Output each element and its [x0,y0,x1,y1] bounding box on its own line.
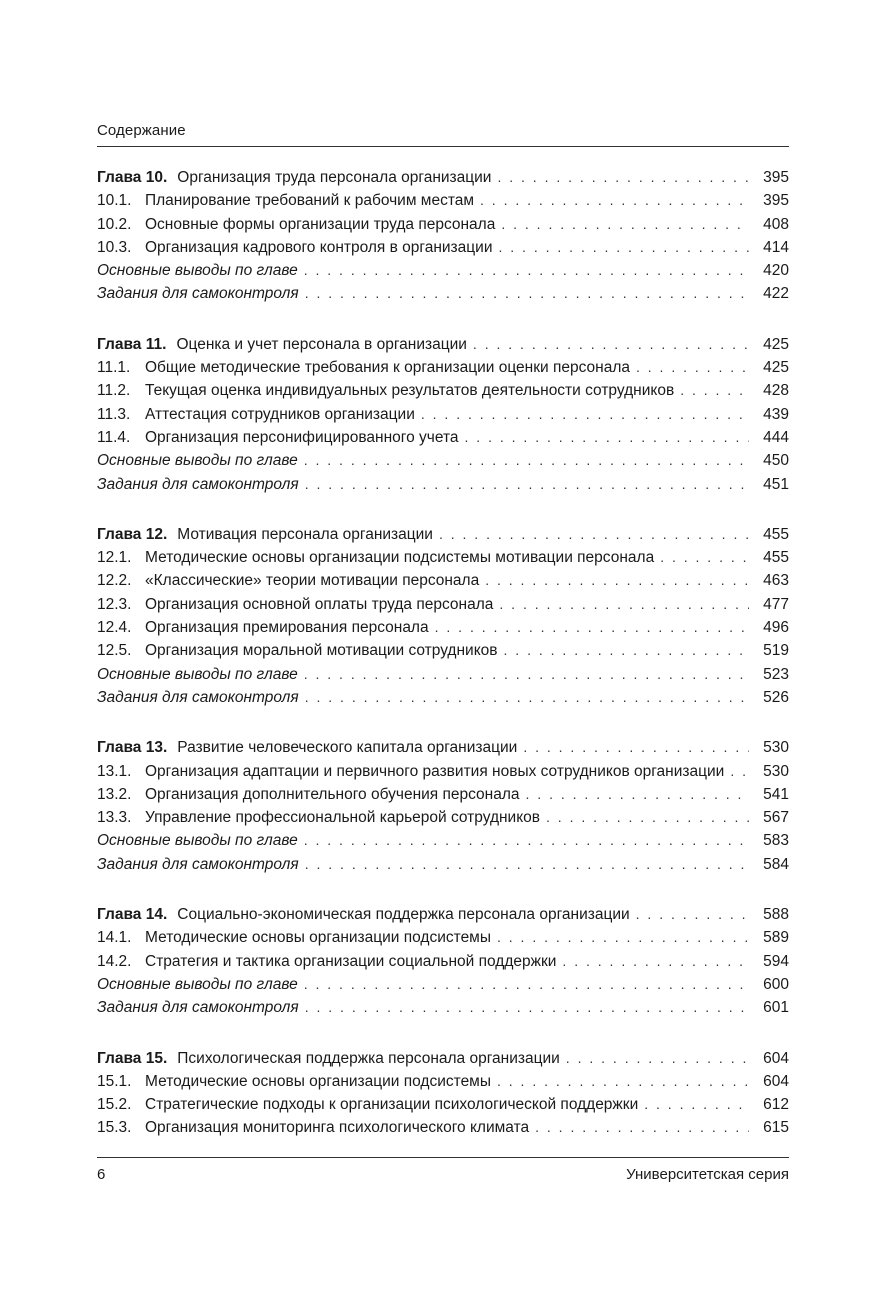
toc-section-entry [97,1093,789,1116]
toc-entry-number: 12.2. [97,572,132,590]
toc-section-entry [97,593,789,616]
toc-chapter-block [97,523,789,709]
dot-leader [497,1070,749,1093]
toc-section-entry [97,783,789,806]
toc-entry-page: 530 [763,762,789,780]
dot-leader [660,546,749,569]
toc-entry-number: 13.2. [97,785,132,803]
toc-entry-number: 14.1. [97,929,132,947]
toc-entry-number: 12.1. [97,549,132,567]
toc-entry-page: 463 [763,572,789,590]
toc-entry-page: 455 [763,549,789,567]
dot-leader [305,996,749,1019]
toc-section-entry [97,639,789,662]
toc-entry-page: 408 [763,215,789,233]
toc-entry-page: 567 [763,809,789,827]
toc-section-entry [97,356,789,379]
dot-leader [304,449,749,472]
dot-leader [421,403,749,426]
toc-entry-page: 422 [763,285,789,303]
dot-leader [305,853,749,876]
toc-section-entry [97,1116,789,1139]
toc-entry-title: Развитие человеческого капитала организации [177,739,518,757]
toc-entry-number: 15.1. [97,1072,132,1090]
dot-leader [304,259,749,282]
toc-entry-number: 12.3. [97,595,132,613]
toc-entry-number: 11.2. [97,382,131,400]
toc-chapter-entry [97,736,789,759]
toc-auxiliary-entry [97,853,789,876]
toc-chapter-block [97,333,789,496]
toc-entry-page: 477 [763,595,789,613]
toc-entry-page: 450 [763,452,789,470]
toc-entry-title: Задания для самоконтроля [97,999,299,1017]
toc-chapter-block [97,736,789,876]
toc-entry-page: 496 [763,619,789,637]
toc-entry-page: 451 [763,475,789,493]
toc-entry-title: Мотивация персонала организации [177,525,433,543]
toc-entry-title: Оценка и учет персонала в организации [176,335,467,353]
dot-leader [439,523,749,546]
toc-entry-page: 395 [763,169,789,186]
dot-leader [504,639,749,662]
toc-section-entry [97,760,789,783]
toc-auxiliary-entry [97,282,789,305]
toc-auxiliary-entry [97,973,789,996]
toc-entry-page: 588 [763,906,789,924]
dot-leader [435,616,749,639]
dot-leader [485,569,749,592]
toc-entry-page: 523 [763,665,789,683]
toc-entry-title: Организация премирования персонала [145,619,429,637]
dot-leader [730,760,749,783]
toc-entry-page: 395 [763,192,789,210]
toc-entry-number: 13.3. [97,809,132,827]
toc-entry-page: 530 [763,739,789,757]
toc-entry-number: Глава 14. [97,906,168,924]
toc-entry-page: 519 [763,642,789,660]
running-head: Содержание [97,122,186,139]
dot-leader [636,356,749,379]
toc-entry-page: 414 [763,238,789,256]
dot-leader [523,736,749,759]
table-of-contents [97,166,789,1140]
series-name: Университетская серия [626,1166,789,1183]
toc-entry-page: 455 [763,525,789,543]
toc-entry-title: Основные выводы по главе [97,452,298,470]
dot-leader [501,213,749,236]
dot-leader [305,473,749,496]
dot-leader [636,903,749,926]
toc-entry-number: 11.1. [97,359,131,377]
dot-leader [304,663,749,686]
toc-entry-title: Задания для самоконтроля [97,855,299,873]
dot-leader [526,783,749,806]
toc-entry-page: 601 [763,999,789,1017]
toc-entry-title: Стратегические подходы к организации психологической поддержки [145,1096,639,1114]
toc-entry-title: Стратегия и тактика организации социальной поддержки [145,952,557,970]
toc-entry-title: Организация кадрового контроля в организации [145,238,493,256]
header-rule [97,146,789,147]
dot-leader [562,950,749,973]
toc-entry-page: 439 [763,405,789,423]
toc-chapter-entry [97,1047,789,1070]
toc-entry-page: 594 [763,952,789,970]
toc-entry-page: 541 [763,785,789,803]
dot-leader [304,829,749,852]
toc-entry-title: Аттестация сотрудников организации [145,405,415,423]
toc-auxiliary-entry [97,663,789,686]
toc-entry-title: Общие методические требования к организации оценки персонала [145,359,630,377]
toc-entry-number: 15.2. [97,1096,132,1114]
toc-auxiliary-entry [97,449,789,472]
toc-entry-number: 15.3. [97,1119,132,1137]
toc-entry-title: «Классические» теории мотивации персонала [145,572,480,590]
toc-entry-title: Организация мониторинга психологического климата [145,1119,530,1137]
toc-auxiliary-entry [97,996,789,1019]
toc-chapter-entry [97,903,789,926]
toc-entry-title: Основные выводы по главе [97,975,298,993]
toc-entry-title: Социально-экономическая поддержка персонала организации [177,906,630,924]
toc-entry-number: 13.1. [97,762,132,780]
toc-entry-number: 14.2. [97,952,132,970]
toc-entry-title: Методические основы организации подсистемы [145,929,491,947]
toc-entry-number: Глава 15. [97,1049,168,1067]
toc-chapter-block [97,1047,789,1140]
toc-entry-title: Задания для самоконтроля [97,285,299,303]
toc-entry-title: Основные выводы по главе [97,262,298,280]
toc-section-entry [97,236,789,259]
toc-section-entry [97,926,789,949]
toc-entry-number: 10.3. [97,238,132,256]
toc-entry-number: Глава 13. [97,739,168,757]
toc-section-entry [97,950,789,973]
dot-leader [566,1047,749,1070]
toc-entry-title: Организация основной оплаты труда персонала [145,595,494,613]
toc-entry-title: Управление профессиональной карьерой сотрудников [145,809,541,827]
dot-leader [497,166,749,189]
toc-entry-title: Основные формы организации труда персонала [145,215,496,233]
dot-leader [497,926,749,949]
toc-entry-number: 10.2. [97,215,132,233]
toc-entry-number: Глава 11. [97,335,167,353]
toc-entry-title: Методические основы организации подсистемы мотивации персонала [145,549,655,567]
toc-entry-page: 428 [763,382,789,400]
toc-section-entry [97,403,789,426]
toc-entry-number: 11.4. [97,428,131,446]
toc-section-entry [97,213,789,236]
toc-section-entry [97,806,789,829]
dot-leader [680,379,749,402]
toc-entry-title: Основные выводы по главе [97,665,298,683]
toc-entry-title: Организация персонифицированного учета [145,428,459,446]
dot-leader [546,806,749,829]
toc-section-entry [97,426,789,449]
toc-entry-page: 584 [763,855,789,873]
dot-leader [499,593,749,616]
toc-entry-page: 526 [763,688,789,706]
toc-entry-title: Организация дополнительного обучения персонала [145,785,520,803]
toc-entry-title: Основные выводы по главе [97,832,298,850]
toc-chapter-entry [97,523,789,546]
toc-entry-number: Глава 12. [97,525,168,543]
toc-entry-page: 615 [763,1119,789,1137]
book-page [97,0,789,1300]
toc-entry-page: 612 [763,1096,789,1114]
toc-chapter-block [97,166,789,306]
toc-entry-number: Глава 10. [97,169,168,186]
toc-entry-page: 583 [763,832,789,850]
toc-auxiliary-entry [97,686,789,709]
footer-rule [97,1157,789,1158]
toc-entry-number: 12.5. [97,642,132,660]
toc-entry-title: Организация моральной мотивации сотрудников [145,642,498,660]
toc-chapter-entry [97,333,789,356]
toc-auxiliary-entry [97,473,789,496]
toc-entry-title: Задания для самоконтроля [97,688,299,706]
toc-entry-title: Задания для самоконтроля [97,475,299,493]
toc-auxiliary-entry [97,829,789,852]
dot-leader [304,973,749,996]
toc-entry-page: 425 [763,359,789,377]
dot-leader [465,426,749,449]
toc-section-entry [97,1070,789,1093]
toc-entry-title: Организация труда персонала организации [177,169,492,186]
toc-chapter-block [97,903,789,1019]
toc-section-entry [97,546,789,569]
toc-entry-page: 420 [763,262,789,280]
page-number: 6 [97,1166,106,1183]
toc-entry-title: Психологическая поддержка персонала организации [177,1049,560,1067]
toc-entry-number: 10.1. [97,192,132,210]
toc-entry-title: Текущая оценка индивидуальных результатов деятельности сотрудников [145,382,675,400]
dot-leader [535,1116,749,1139]
toc-auxiliary-entry [97,259,789,282]
toc-chapter-entry [97,166,789,189]
dot-leader [498,236,749,259]
toc-entry-page: 604 [763,1072,789,1090]
toc-section-entry [97,189,789,212]
toc-entry-page: 425 [763,335,789,353]
toc-entry-page: 604 [763,1049,789,1067]
toc-section-entry [97,379,789,402]
toc-entry-number: 12.4. [97,619,132,637]
toc-section-entry [97,616,789,639]
toc-entry-page: 444 [763,428,789,446]
toc-entry-title: Организация адаптации и первичного развития новых сотрудников организации [145,762,725,780]
toc-entry-number: 11.3. [97,405,131,423]
toc-entry-page: 589 [763,929,789,947]
toc-section-entry [97,569,789,592]
dot-leader [644,1093,749,1116]
toc-entry-title: Планирование требований к рабочим местам [145,192,475,210]
dot-leader [305,686,749,709]
toc-entry-title: Методические основы организации подсистемы [145,1072,491,1090]
dot-leader [305,282,749,305]
dot-leader [480,189,749,212]
toc-entry-page: 600 [763,975,789,993]
dot-leader [473,333,749,356]
